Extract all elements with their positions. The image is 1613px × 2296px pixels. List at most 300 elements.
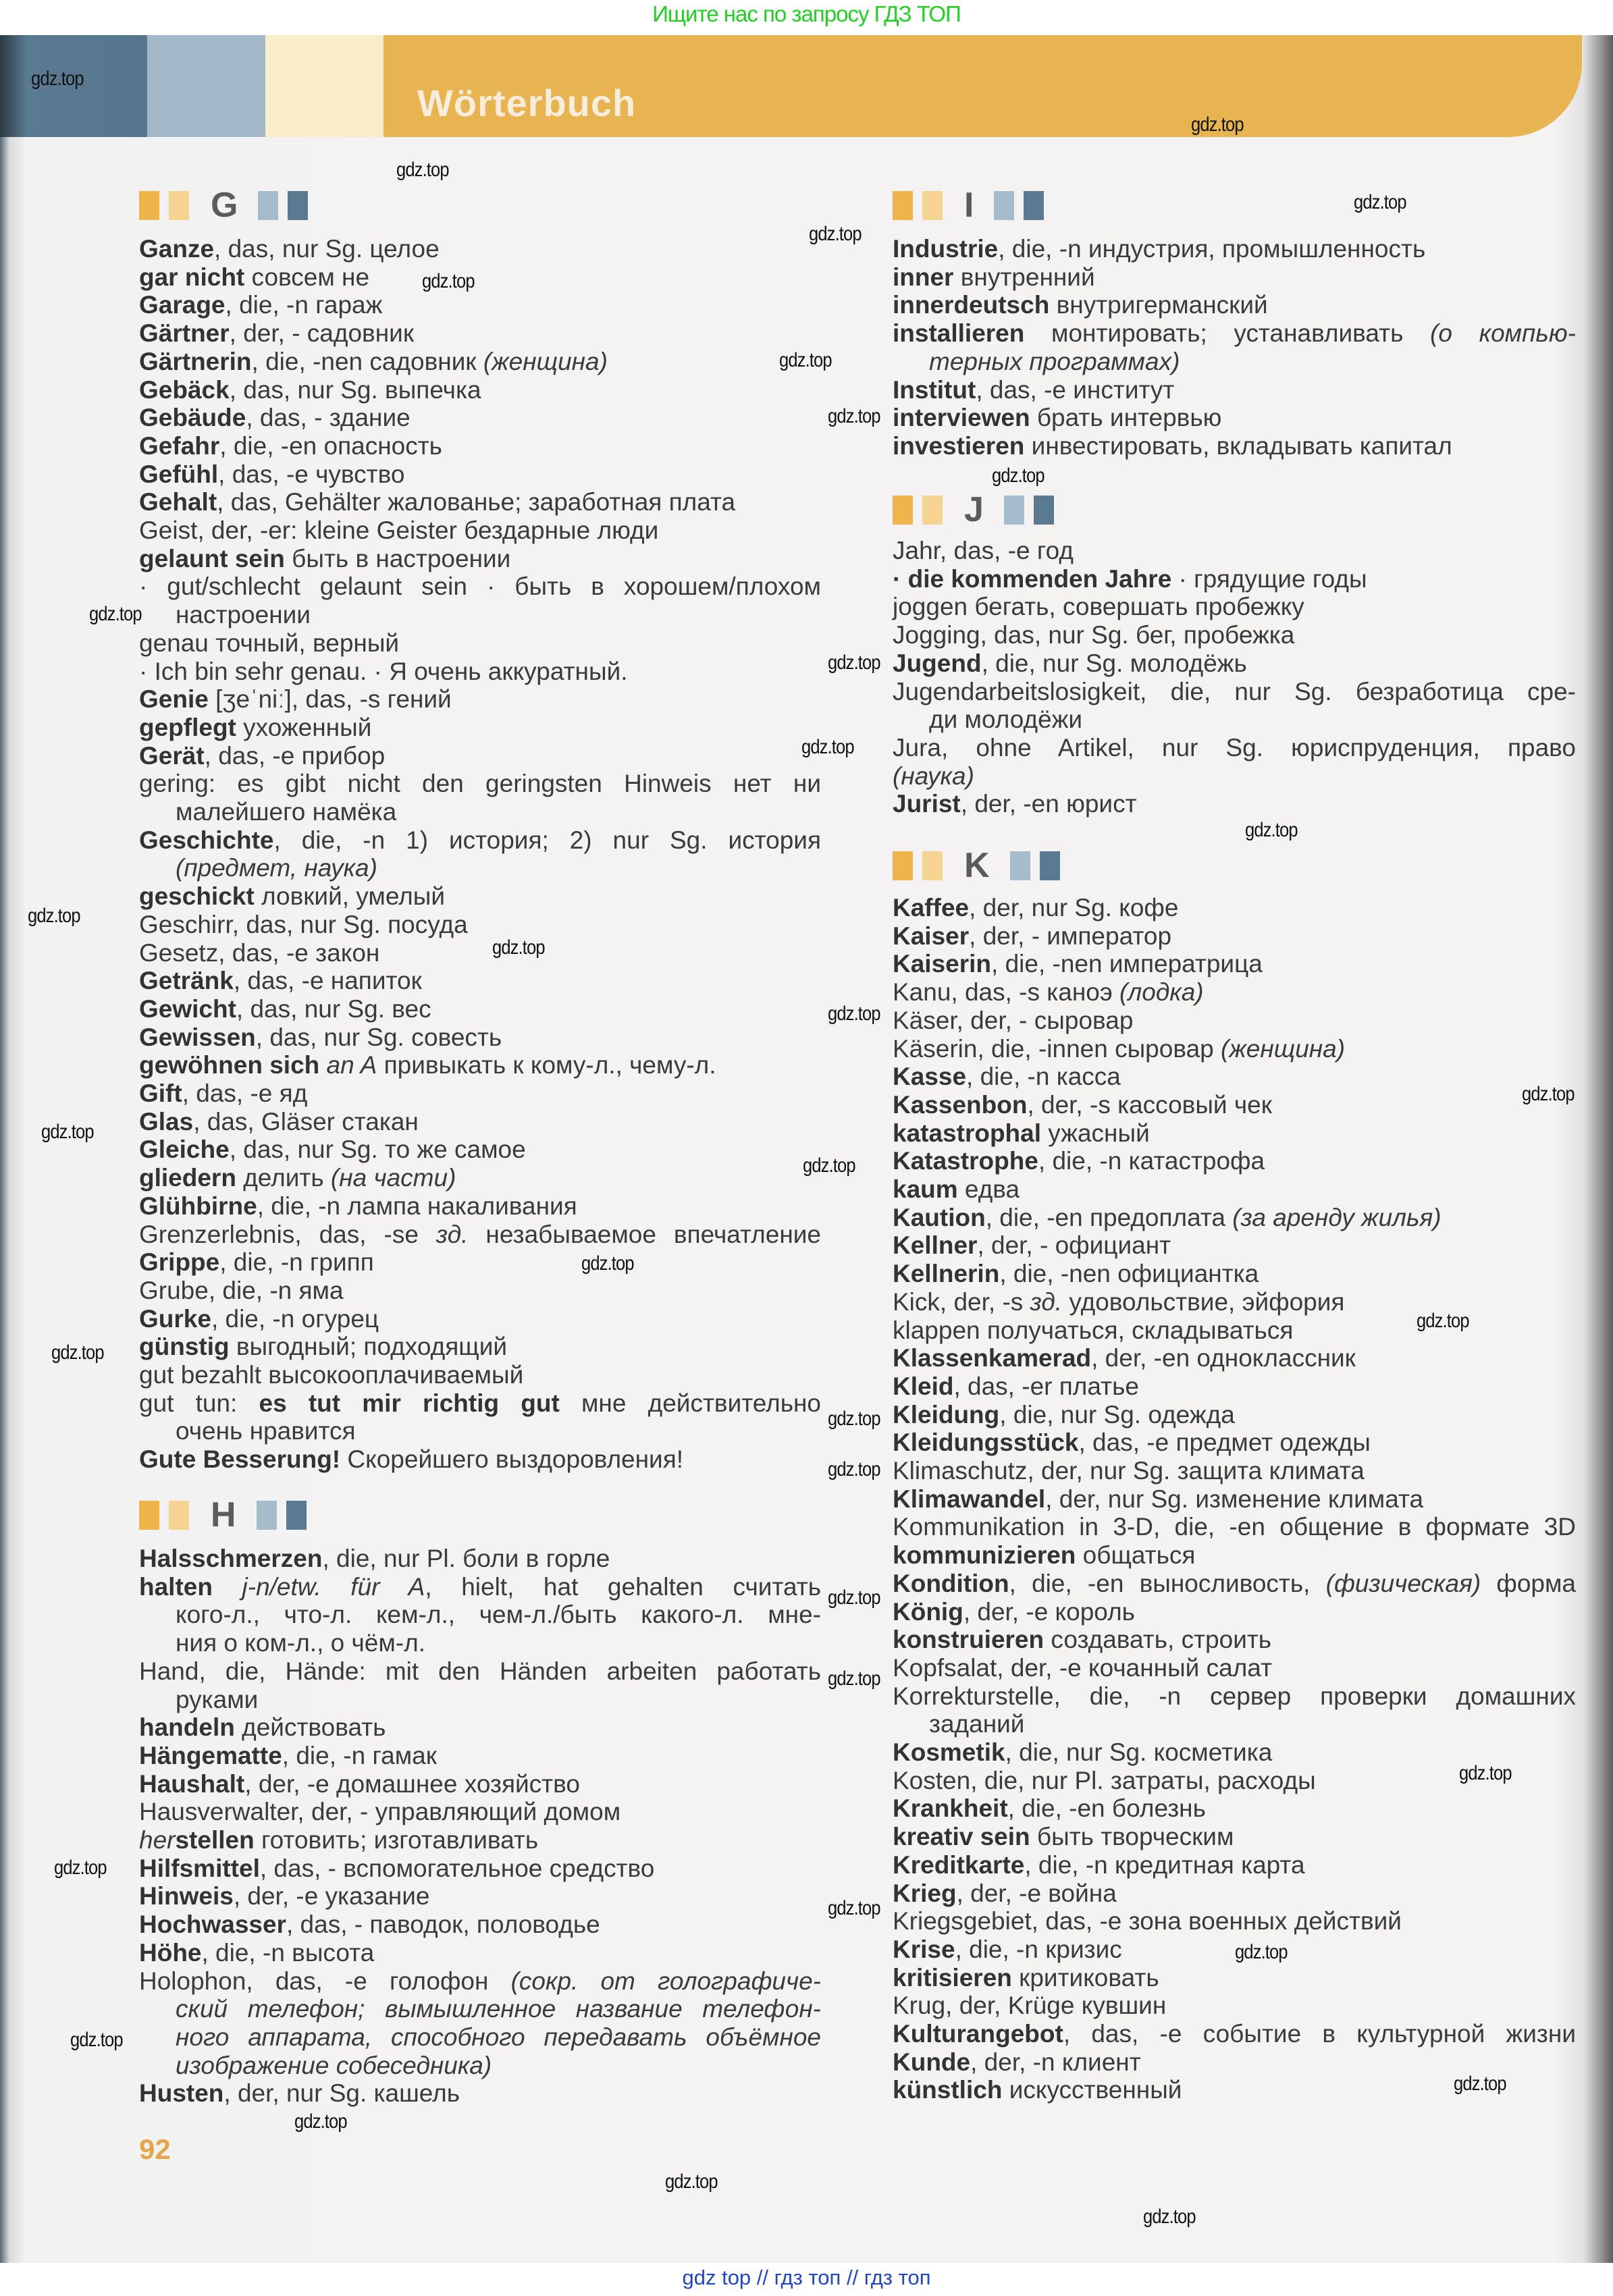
entry-text: , die, nur Sg. одежда (999, 1400, 1235, 1429)
section-square-orange (893, 851, 913, 880)
italic-note: зд. (1030, 1287, 1063, 1316)
entry-text: Kopfsalat, der, -e кочанный салат (893, 1653, 1273, 1682)
section-square-blue (994, 191, 1014, 220)
section-square-blue (1004, 496, 1024, 525)
headword: handeln (139, 1713, 235, 1742)
dictionary-entry-line (139, 1742, 821, 1770)
entry-text: , die, -n индустрия, промышленность (998, 235, 1426, 263)
section-square-orange (139, 1501, 159, 1530)
headword: katastrophal (893, 1119, 1042, 1147)
entry-text: , die, nur Sg. косметика (1005, 1738, 1273, 1766)
entry-text: Geist, der, -er: kleine Geister бездарные люди (139, 516, 659, 544)
entry-text: заданий (929, 1710, 1025, 1738)
watermark-text: gdz.top (31, 68, 84, 90)
italic-note: зд. (435, 1220, 469, 1248)
entry-text: руками (176, 1685, 259, 1713)
entry-text: · грядущие годы (1171, 564, 1367, 593)
entry-text: , die, -n грипп (219, 1248, 374, 1277)
header-strip-cream (265, 35, 384, 137)
dictionary-entry-line (139, 1826, 821, 1854)
section-square-orange (139, 191, 159, 220)
entry-text: Jogging, das, nur Sg. бег, пробежка (893, 621, 1295, 649)
top-note: Ищите нас по запросу ГДЗ ТОП (652, 1, 961, 26)
entry-text: ужасный (1041, 1119, 1150, 1147)
headword: Jugend (893, 649, 982, 677)
italic-note: (наука) (893, 762, 974, 790)
entry-text: ния о ком-л., о чём-л. (176, 1629, 425, 1657)
headword: halten (139, 1572, 213, 1601)
headword: gar nicht (139, 263, 245, 291)
section-square-orange (893, 496, 913, 525)
dictionary-entry-line (139, 1939, 821, 1967)
entry-text: , die, -n кризис (955, 1935, 1122, 1963)
dictionary-entry-line (893, 1823, 1576, 1851)
entry-text: , das, -e событие в культурной жизни (1063, 2020, 1576, 2048)
headword: Ganze (139, 235, 215, 263)
headword: Gefahr (139, 431, 220, 460)
dictionary-entry-line (893, 1288, 1576, 1316)
headword: Gift (139, 1079, 182, 1107)
dictionary-entry-line (139, 460, 821, 489)
entry-text: создавать, строить (1044, 1626, 1272, 1654)
dictionary-entry-line (893, 2020, 1576, 2048)
dictionary-entry-line (139, 770, 821, 798)
entry-text: , die, -n 1) история; 2) nur Sg. история (273, 826, 821, 854)
entry-text: внутригерманский (1049, 291, 1268, 319)
dictionary-entry-line (893, 537, 1576, 565)
dictionary-entry-line (893, 978, 1576, 1007)
dictionary-entry-line (139, 235, 821, 263)
headword: kommunizieren (893, 1541, 1076, 1570)
entry-text: , das, - здание (246, 404, 411, 432)
italic-note: her (139, 1826, 176, 1854)
headword: Industrie (893, 235, 999, 263)
entry-text: , hielt, hat gehalten считать (425, 1572, 821, 1601)
dictionary-entry-line (139, 1573, 821, 1601)
dictionary-entry-line (893, 432, 1576, 460)
entry-text: Jugendarbeitslosigkeit, die, nur Sg. безработица сре- (893, 677, 1576, 705)
section-letter: K (964, 846, 990, 885)
dictionary-entry-line (893, 790, 1576, 818)
dictionary-entry-line (139, 1545, 821, 1573)
headword: Gehalt (139, 488, 217, 516)
entry-text: Kommunikation in 3-D, die, -en общение в формате 3D (893, 1513, 1576, 1541)
entry-text: Krug, der, Krüge кувшин (893, 1992, 1167, 2020)
dictionary-entry-line (893, 894, 1576, 922)
entry-text: Holophon, das, -e голофон (139, 1967, 511, 1995)
headword: Hinweis (139, 1882, 234, 1911)
headword: kaum (893, 1175, 958, 1203)
headword: kreativ sein (893, 1823, 1030, 1851)
dictionary-entry-line (139, 2023, 821, 2052)
entry-text: Käser, der, - сыровар (893, 1006, 1134, 1034)
dictionary-entry-line (893, 291, 1576, 319)
dictionary-entry-line (893, 1541, 1576, 1570)
dictionary-entry-line (139, 854, 821, 882)
headword: Genie (139, 685, 209, 714)
dictionary-entry-line (139, 1136, 821, 1164)
headword: Hilfsmittel (139, 1854, 260, 1882)
entry-text: Korrekturstelle, die, -n сервер проверки домашних (893, 1682, 1576, 1710)
entry-text: , der, - официант (977, 1231, 1171, 1260)
dictionary-entry-line (139, 1798, 821, 1826)
entry-text: klappen получаться, складываться (893, 1316, 1294, 1344)
page-title: Wörterbuch (417, 82, 637, 124)
dictionary-entry-line (893, 1879, 1576, 1908)
entry-text: Grenzerlebnis, das, -se (139, 1220, 436, 1248)
entry-text: , das, Gehälter жалованье; заработная плата (217, 488, 736, 516)
entry-text: , das, -e прибор (204, 741, 386, 770)
entry-text: , die, -n лампа накаливания (257, 1192, 577, 1220)
entry-text: , die, -n огурец (211, 1304, 379, 1333)
dictionary-entry-line (893, 404, 1576, 432)
section-square-blue (1040, 851, 1060, 880)
entry-text: , das, - паводок, половодье (286, 1911, 600, 1939)
entry-text: Klimaschutz, der, nur Sg. защита климата (893, 1457, 1365, 1485)
watermark-text: gdz.top (828, 1003, 880, 1025)
dictionary-entry-line (893, 376, 1576, 404)
italic-note: (предмет, наука) (176, 854, 377, 882)
dictionary-entry-line (139, 2052, 821, 2080)
dictionary-entry-line (139, 1221, 821, 1249)
section-square-orange (169, 191, 189, 220)
headword: geschickt (139, 882, 255, 911)
dictionary-entry-line (139, 882, 821, 911)
dictionary-entry-line (139, 263, 821, 292)
entry-text: готовить; изготавливать (254, 1826, 539, 1854)
dictionary-entry-line (893, 1429, 1576, 1457)
entry-text: , die, -n касса (966, 1063, 1121, 1091)
header-band (0, 35, 1613, 137)
headword: Gebäck (139, 375, 230, 404)
section-square-blue (257, 1501, 277, 1530)
entry-text: , die, -nen императрица (991, 950, 1263, 978)
entry-text: · Ich bin sehr genau. · Я очень аккуратный. (139, 657, 628, 685)
watermark-text: gdz.top (828, 651, 880, 674)
dictionary-entry-line (893, 1344, 1576, 1372)
headword: investieren (893, 431, 1025, 460)
entry-text: совсем не (244, 263, 370, 291)
entry-text: ди молодёжи (929, 705, 1083, 734)
headword: Haushalt (139, 1769, 245, 1798)
headword: Krankheit (893, 1794, 1008, 1823)
italic-note: терных программах) (929, 347, 1180, 375)
entry-text: , der, -en одноклассник (1091, 1344, 1356, 1372)
section-header-g (139, 186, 317, 225)
entry-text: , die, -nen официантка (999, 1260, 1259, 1288)
entry-text: , die, nur Sg. молодёжь (981, 649, 1247, 677)
headword: Krieg (893, 1879, 957, 1907)
entry-text: незабываемое впечатление (468, 1220, 821, 1248)
dictionary-entry-line (139, 1629, 821, 1657)
headword: Gebäude (139, 404, 246, 432)
dictionary-entry-line (139, 572, 821, 601)
entry-text: быть творческим (1030, 1823, 1234, 1851)
headword: Kellner (893, 1231, 978, 1260)
dictionary-entry-line (893, 1598, 1576, 1626)
dictionary-entry-line (139, 1192, 821, 1221)
watermark-text: gdz.top (828, 1458, 880, 1480)
entry-text: монтировать; устанавливать (1024, 319, 1431, 348)
watermark-text: gdz.top (828, 1408, 880, 1430)
headword: gewöhnen sich (139, 1051, 320, 1079)
headword: installieren (893, 319, 1025, 348)
dictionary-entry-line (139, 516, 821, 545)
dictionary-entry-line (139, 319, 821, 348)
entry-text: , das, -er платье (953, 1372, 1139, 1400)
dictionary-entry-line (893, 1682, 1576, 1711)
dictionary-entry-line (139, 1305, 821, 1333)
entry-text: , die, -n кредитная карта (1024, 1850, 1305, 1879)
entry-text: , die, -n катастрофа (1038, 1147, 1265, 1175)
dictionary-entry-line (893, 734, 1576, 762)
entry-text: · gut/schlecht gelaunt sein · быть в хорошем/плохом (139, 572, 821, 601)
italic-note: (о компью- (1430, 319, 1576, 348)
dictionary-entry-line (139, 967, 821, 995)
dictionary-entry-line (139, 1995, 821, 2023)
dictionary-entry-line (139, 714, 821, 742)
entry-text: настроении (176, 601, 311, 629)
dictionary-entry-line (139, 432, 821, 460)
watermark-text: gdz.top (1143, 2206, 1196, 2228)
entry-text: едва (957, 1175, 1020, 1203)
headword: gepflegt (139, 713, 236, 741)
entry-text: Скорейшего выздоровления! (340, 1445, 684, 1474)
headword: innerdeutsch (893, 291, 1050, 319)
page-number: 92 (139, 2133, 171, 2165)
entry-text: gut bezahlt высокооплачиваемый (139, 1361, 524, 1389)
entry-text: выгодный; подходящий (229, 1333, 508, 1361)
headword: Institut (893, 375, 976, 404)
dictionary-entry-line (893, 1147, 1576, 1175)
dictionary-entry-line (139, 1333, 821, 1361)
entry-text: , die, -en опасность (219, 431, 442, 460)
watermark-text: gdz.top (779, 349, 832, 371)
entry-text: привыкать к кому-л., чему-л. (377, 1051, 716, 1079)
entry-text: , der, nur Sg. кашель (223, 2079, 460, 2108)
headword: Gute Besserung! (139, 1445, 341, 1474)
watermark-text: gdz.top (492, 936, 545, 959)
headword: Gurke (139, 1304, 211, 1333)
headword: künstlich (893, 2076, 1003, 2104)
section-square-blue (1024, 191, 1044, 220)
dictionary-entry-line (139, 1164, 821, 1192)
watermark-text: gdz.top (41, 1121, 94, 1143)
headword: Gärtnerin (139, 347, 252, 375)
dictionary-entry-line (139, 798, 821, 826)
entry-text: , der, -e домашнее хозяйство (244, 1769, 580, 1798)
dictionary-entry-line (893, 319, 1576, 348)
headword: interviewen (893, 404, 1030, 432)
entry-text: кого-л., что-л. кем-л., чем-л./быть какого-л. мне- (176, 1601, 821, 1629)
dictionary-entry-line (139, 545, 821, 573)
watermark-text: gdz.top (828, 405, 880, 427)
dictionary-entry-line (139, 1277, 821, 1305)
headword: Kasse (893, 1063, 967, 1091)
entry-text: Jahr, das, -e год (893, 537, 1074, 564)
entry-text: , das, nur Sg. совесть (255, 1023, 502, 1051)
dictionary-entry-line (893, 1063, 1576, 1091)
entry-text: , die, nur Pl. боли в горле (322, 1545, 610, 1572)
entry-text: , der, -e указание (233, 1882, 430, 1911)
headword: Gewissen (139, 1023, 256, 1051)
watermark-text: gdz.top (992, 464, 1045, 487)
entry-text: , das, -e чувство (218, 460, 405, 488)
dictionary-entry-line (139, 685, 821, 714)
dictionary-entry-line (893, 1513, 1576, 1541)
dictionary-entry-line (139, 1108, 821, 1136)
section-square-orange (922, 496, 943, 525)
dictionary-entry-line (139, 995, 821, 1023)
headword: Kosmetik (893, 1738, 1005, 1766)
entry-text: Kosten, die, nur Pl. затраты, расходы (893, 1766, 1316, 1794)
dictionary-entry-line (139, 1854, 821, 1883)
dictionary-entry-line (139, 742, 821, 770)
watermark-text: gdz.top (70, 2029, 123, 2051)
watermark-text: gdz.top (1454, 2073, 1506, 2095)
dictionary-entry-line (893, 1260, 1576, 1288)
entry-text: мне действительно (559, 1389, 821, 1417)
section-letter: J (964, 490, 984, 529)
headword: Gärtner (139, 319, 230, 348)
watermark-text: gdz.top (828, 1667, 880, 1690)
italic-note: (лодка) (1119, 978, 1204, 1007)
entry-text: , das, nur Sg. вес (236, 994, 431, 1023)
headword: Gefühl (139, 460, 219, 488)
headword: Kaution (893, 1203, 986, 1231)
watermark-text: gdz.top (294, 2110, 347, 2133)
entry-text: малейшего намёка (176, 798, 397, 826)
section-square-blue (288, 191, 308, 220)
section-square-blue (258, 191, 278, 220)
entry-text: , das, Gläser стакан (193, 1107, 419, 1136)
dictionary-entry-line (139, 1882, 821, 1911)
watermark-text: gdz.top (665, 2170, 718, 2193)
entry-text: , das, -e яд (182, 1079, 308, 1107)
watermark-text: gdz.top (803, 1154, 855, 1177)
italic-note: (на части) (330, 1164, 456, 1192)
section-letter: I (964, 186, 974, 225)
headword: Klassenkamerad (893, 1344, 1092, 1372)
headword: Glas (139, 1107, 194, 1136)
entry-text: очень нравится (176, 1417, 356, 1445)
dictionary-entry-line (893, 1401, 1576, 1429)
dictionary-entry-line (139, 939, 821, 967)
dictionary-entry-line (139, 1657, 821, 1686)
section-letter: G (211, 186, 238, 225)
dictionary-entry-line (893, 1964, 1576, 1992)
headword: Kassenbon (893, 1090, 1028, 1119)
entry-text: форма (1481, 1569, 1576, 1597)
entry-text: ловкий, умелый (254, 882, 446, 911)
headword: gliedern (139, 1164, 236, 1192)
watermark-text: gdz.top (809, 223, 862, 245)
italic-note: j-n/etw. für A (212, 1572, 425, 1601)
dictionary-entry-line (139, 629, 821, 658)
section-square-blue (1010, 851, 1030, 880)
headword: Garage (139, 291, 226, 319)
headword: Halsschmerzen (139, 1545, 323, 1572)
headword: Kaffee (893, 894, 970, 922)
entry-text: Geschirr, das, nur Sg. посуда (139, 910, 468, 938)
dictionary-entry-line (893, 762, 1576, 791)
section-square-blue (1034, 496, 1054, 525)
dictionary-entry-line (139, 1445, 821, 1474)
dictionary-entry-line (893, 1035, 1576, 1063)
headword: kritisieren (893, 1963, 1012, 1992)
dictionary-entry-line (139, 826, 821, 855)
entry-text: внутренний (953, 263, 1095, 291)
dictionary-entry-line (139, 1770, 821, 1798)
entry-text: [ʒeˈniː], das, -s гений (208, 685, 452, 714)
entry-text: , der, -e король (963, 1597, 1135, 1626)
entry-text: , das, nur Sg. целое (214, 235, 440, 263)
entry-text: Kriegsgebiet, das, -e зона военных действий (893, 1907, 1402, 1935)
headword: König (893, 1597, 963, 1626)
entry-text: , das, - вспомогательное средство (259, 1854, 655, 1882)
dictionary-entry-line (893, 950, 1576, 978)
dictionary-entry-line (893, 705, 1576, 734)
dictionary-entry-line (139, 1248, 821, 1277)
headword: gelaunt sein (139, 544, 285, 572)
headword: Kleidung (893, 1400, 1000, 1429)
headword: inner (893, 263, 954, 291)
dictionary-entry-line (893, 649, 1576, 678)
entry-text: , das, nur Sg. выпечка (229, 375, 481, 404)
dictionary-entry-line (139, 376, 821, 404)
entry-text: Käserin, die, -innen сыровар (893, 1034, 1221, 1063)
headword: Husten (139, 2079, 224, 2108)
section-square-blue (286, 1501, 307, 1530)
watermark-text: gdz.top (51, 1341, 104, 1364)
dictionary-entry-line (139, 1361, 821, 1389)
entry-text: gering: es gibt nicht den geringsten Hinweis нет ни (139, 770, 821, 798)
headword: Kreditkarte (893, 1850, 1025, 1879)
section-square-orange (893, 191, 913, 220)
dictionary-entry-line (139, 1079, 821, 1108)
watermark-text: gdz.top (28, 905, 80, 927)
watermark-text: gdz.top (801, 736, 854, 758)
italic-note: (сокр. от голографиче- (510, 1967, 821, 1995)
dictionary-entry-line (893, 1485, 1576, 1514)
entry-text: , das, -e институт (976, 375, 1175, 404)
dictionary-entry-line (893, 1570, 1576, 1598)
dictionary-entry-line (139, 348, 821, 376)
entry-text: действовать (234, 1713, 386, 1742)
entry-text: , die, -n высота (201, 1938, 375, 1967)
dictionary-entry-line (893, 263, 1576, 292)
headword: günstig (139, 1333, 230, 1361)
entry-text: Hand, die, Hände: mit den Händen arbeiten работать (139, 1657, 821, 1685)
watermark-text: gdz.top (828, 1586, 880, 1609)
entry-text: брать интервью (1030, 404, 1222, 432)
entry-text: ухоженный (236, 713, 372, 741)
entry-text: общаться (1076, 1541, 1196, 1570)
dictionary-entry-line (893, 1119, 1576, 1148)
dictionary-entry-line (139, 1686, 821, 1714)
dictionary-entry-line (893, 1626, 1576, 1654)
dictionary-entry-line (139, 1389, 821, 1418)
dictionary-entry-line (139, 1417, 821, 1445)
header-strip-light-blue (147, 35, 265, 137)
entry-text: , das, -e предмет одежды (1078, 1429, 1371, 1457)
entry-text: , der, -e война (956, 1879, 1117, 1907)
watermark-text: gdz.top (1235, 1941, 1288, 1963)
headword: es tut mir richtig gut (259, 1389, 560, 1417)
headword: Kunde (893, 2048, 971, 2076)
dictionary-entry-line (893, 678, 1576, 706)
entry-text: Kick, der, -s (893, 1287, 1030, 1316)
